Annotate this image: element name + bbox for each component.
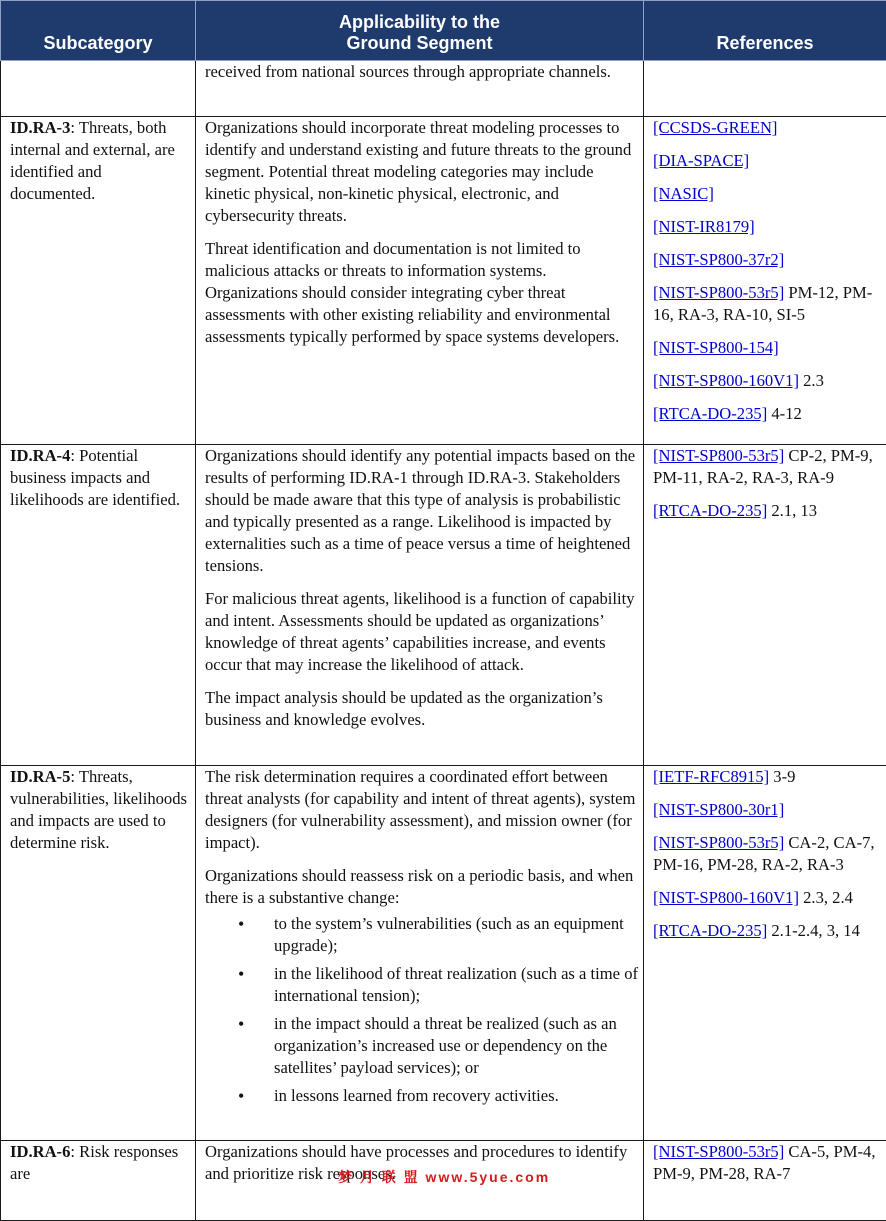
reference-link[interactable]: [NIST-SP800-53r5] [653,446,784,465]
applicability-cell [196,61,644,117]
table-row [1,445,886,766]
table-row [1,117,886,445]
table-row [1,61,886,117]
reference-link[interactable]: [NIST-SP800-160V1] [653,371,799,390]
reference-item [653,445,882,489]
references-cell [644,445,886,766]
bullet-list [205,913,639,1107]
applicability-paragraph: Organizations should have processes and procedures to identify and prioritize risk responses. [205,1141,639,1185]
subcategory-description: : Threats, both internal and external, are identified and documented. [10,118,175,203]
subcategory-code: ID.RA-6 [10,1142,70,1161]
reference-item [653,832,882,876]
reference-detail: 4-12 [767,404,802,423]
reference-detail: 2.1-2.4, 3, 14 [767,921,860,940]
reference-detail: CA-2, CA-7, PM-16, PM-28, RA-2, RA-3 [653,833,875,874]
reference-link[interactable]: [NIST-SP800-154] [653,338,779,357]
references-cell [644,1141,886,1221]
reference-item [653,370,882,392]
references-cell [644,766,886,1141]
reference-link[interactable]: [NIST-SP800-160V1] [653,888,799,907]
reference-item [653,117,882,139]
applicability-cell [196,117,644,445]
applicability-cell [196,445,644,766]
reference-link[interactable]: [NIST-IR8179] [653,217,755,236]
subcategory-cell [1,766,196,1141]
subcategory-code: ID.RA-4 [10,446,70,465]
table-row [1,766,886,1141]
reference-item [653,887,882,909]
applicability-paragraph: The risk determination requires a coordinated effort between threat analysts (for capability and intent of threat agents), system designers (for vulnerability assessment), and mission owner (for impact). [205,766,639,854]
applicability-paragraph: The impact analysis should be updated as the organization’s business and knowledge evolves. [205,687,639,731]
reference-item [653,799,882,821]
references-cell [644,117,886,445]
subcategory-description: : Risk responses are [10,1142,178,1183]
watermark: 梦 月 联 盟 www.5yue.com [338,1166,550,1188]
reference-item [653,150,882,172]
reference-link[interactable]: [RTCA-DO-235] [653,501,767,520]
reference-item [653,249,882,271]
applicability-paragraph: Organizations should reassess risk on a periodic basis, and when there is a substantive change: [205,865,639,909]
reference-detail: 3-9 [769,767,795,786]
applicability-paragraph: received from national sources through appropriate channels. [205,61,639,83]
reference-link[interactable]: [NIST-SP800-30r1] [653,800,784,819]
applicability-paragraph: Organizations should incorporate threat modeling processes to identify and understand existing and future threats to the ground segment. Potential threat modeling categories may include kinetic physical, non-kinetic physical, electronic, and cybersecurity threats. [205,117,639,227]
reference-item [653,1141,882,1185]
reference-detail: 2.3, 2.4 [799,888,853,907]
applicability-cell [196,766,644,1141]
reference-link[interactable]: [NIST-SP800-53r5] [653,833,784,852]
subcategory-code: ID.RA-3 [10,118,70,137]
header-applicability [196,1,644,61]
reference-item [653,403,882,425]
list-item: • in the impact should a threat be realized (such as an organization’s increased use or dependency on the satellites’ payload services); or [274,1013,639,1079]
subcategory-cell [1,61,196,117]
list-item: • in lessons learned from recovery activities. [274,1085,639,1107]
subcategory-cell [1,117,196,445]
reference-link[interactable]: [IETF-RFC8915] [653,767,769,786]
reference-link[interactable]: [NIST-SP800-37r2] [653,250,784,269]
subcategory-description: : Threats, vulnerabilities, likelihoods and impacts are used to determine risk. [10,767,187,852]
reference-detail: CA-5, PM-4, PM-9, PM-28, RA-7 [653,1142,876,1183]
reference-link[interactable]: [CCSDS-GREEN] [653,118,777,137]
reference-link[interactable]: [RTCA-DO-235] [653,921,767,940]
reference-item [653,216,882,238]
reference-item [653,920,882,942]
subcategory-cell [1,1141,196,1221]
reference-link[interactable]: [DIA-SPACE] [653,151,749,170]
references-cell [644,61,886,117]
reference-link[interactable]: [NIST-SP800-53r5] [653,283,784,302]
list-item: • to the system’s vulnerabilities (such as an equipment upgrade); [274,913,639,957]
applicability-paragraph: For malicious threat agents, likelihood is a function of capability and intent. Assessments should be updated as organizations’ knowledge of threat agents’ capabilities increase, and events occur that may increase the likelihood of attack. [205,588,639,676]
header-subcategory: Subcategory [1,1,196,61]
applicability-paragraph: Threat identification and documentation is not limited to malicious attacks or threats to information systems. Organizations should consider integrating cyber threat assessments with other existing reliability and environmental assessments typically performed by space systems developers. [205,238,639,348]
reference-detail: CP-2, PM-9, PM-11, RA-2, RA-3, RA-9 [653,446,873,487]
reference-item [653,282,882,326]
reference-item [653,337,882,359]
subcategory-cell [1,445,196,766]
reference-item [653,766,882,788]
header-references: References [644,1,886,61]
subcategory-description: : Potential business impacts and likelihoods are identified. [10,446,180,509]
reference-link[interactable]: [RTCA-DO-235] [653,404,767,423]
reference-detail: 2.3 [799,371,824,390]
reference-item [653,500,882,522]
applicability-paragraph: Organizations should identify any potential impacts based on the results of performing ID.RA-1 through ID.RA-3. Stakeholders should be made aware that this type of analysis is probabilistic and typically presented as a range. Likelihood is impacted by externalities such as a time of peace versus a time of heightened tensions. [205,445,639,577]
subcategory-code: ID.RA-5 [10,767,70,786]
reference-link[interactable]: [NASIC] [653,184,714,203]
reference-detail: 2.1, 13 [767,501,817,520]
reference-item [653,183,882,205]
reference-detail: PM-12, PM-16, RA-3, RA-10, SI-5 [653,283,872,324]
table-header-row [1,1,886,61]
reference-link[interactable]: [NIST-SP800-53r5] [653,1142,784,1161]
header-applicability-line2: Ground Segment [346,33,492,53]
list-item: • in the likelihood of threat realization (such as a time of international tension); [274,963,639,1007]
header-applicability-line1: Applicability to the [339,12,500,32]
